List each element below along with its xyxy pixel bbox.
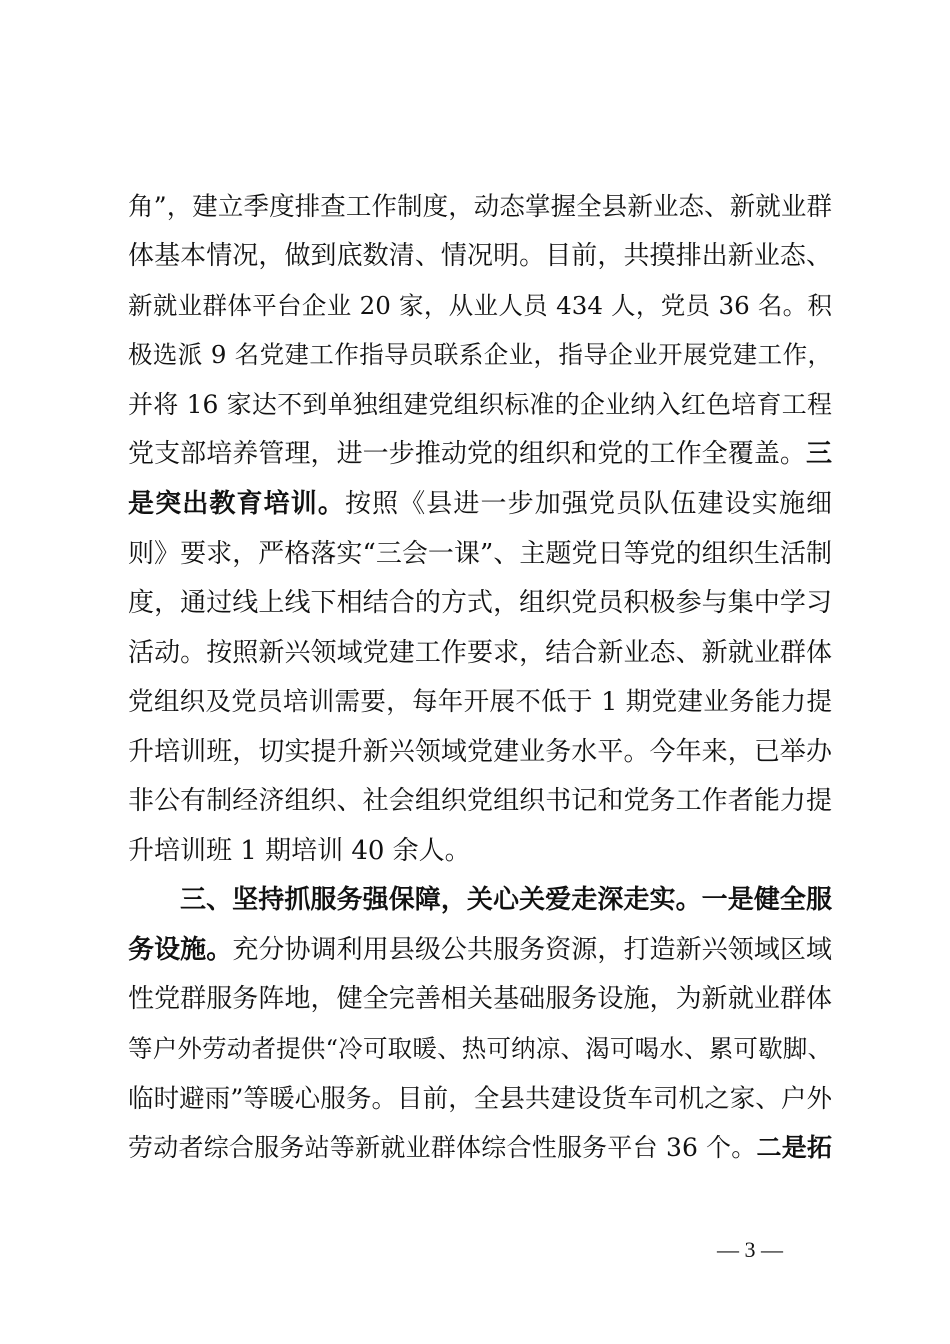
line-17-seg-1: 性党群服务阵地，健全完善相关基础服务设施，为新就业群体 (128, 984, 832, 1014)
line-15-seg-1-bold: 三、坚持抓服务强保障，关心关爱走深走实。一是健全服 (180, 885, 832, 915)
text-line-17 (128, 979, 832, 1019)
line-18-seg-1: 等户外劳动者提供“冷可取暖、热可纳凉、渴可喝水、累可歇脚、 (128, 1034, 832, 1063)
line-14-seg-1: 升培训班 1 期培训 40 余人。 (128, 836, 471, 866)
line-13-seg-1: 非公有制经济组织、社会组织党组织书记和党务工作者能力提 (128, 786, 832, 816)
line-9-seg-1: 度，通过线上线下相结合的方式，组织党员积极参与集中学习 (128, 588, 832, 618)
line-16-seg-1-bold: 务设施。 (128, 935, 233, 965)
text-line-14 (128, 831, 832, 871)
text-line-3 (128, 286, 832, 326)
line-6-seg-2-bold: 三 (805, 439, 832, 469)
line-1-seg-1: 角”，建立季度排查工作制度，动态掌握全县新业态、新就业群 (128, 192, 832, 222)
line-7-seg-1-bold: 是突出教育培训。 (128, 489, 345, 519)
text-line-10 (128, 633, 832, 673)
text-line-18 (128, 1029, 832, 1069)
text-line-7 (128, 484, 832, 524)
line-10-seg-1: 活动。按照新兴领域党建工作要求，结合新业态、新就业群体 (128, 638, 832, 668)
text-line-11 (128, 682, 832, 722)
text-line-2 (128, 236, 832, 276)
line-16-seg-2: 充分协调利用县级公共服务资源，打造新兴领域区域 (232, 935, 832, 965)
line-12-seg-1: 升培训班，切实提升新兴领域党建业务水平。今年来，已举办 (128, 737, 832, 767)
line-11-seg-1: 党组织及党员培训需要，每年开展不低于 1 期党建业务能力提 (128, 687, 832, 717)
text-line-4 (128, 335, 832, 375)
text-line-5 (128, 385, 832, 425)
text-line-20 (128, 1128, 832, 1168)
text-line-16 (128, 930, 832, 970)
line-3-seg-1: 新就业群体平台企业 20 家，从业人员 434 人，党员 36 名。积 (128, 291, 832, 320)
text-line-6 (128, 434, 832, 474)
text-line-12 (128, 732, 832, 772)
line-2-seg-1: 体基本情况，做到底数清、情况明。目前，共摸排出新业态、 (128, 241, 832, 271)
line-8-seg-1: 则》要求，严格落实“三会一课”、主题党日等党的组织生活制 (128, 539, 832, 569)
line-4-seg-1: 极选派 9 名党建工作指导员联系企业，指导企业开展党建工作， (128, 340, 832, 369)
text-line-19 (128, 1079, 832, 1119)
line-6-seg-1: 党支部培养管理，进一步推动党的组织和党的工作全覆盖。 (128, 439, 806, 469)
page-number: — 3 — (717, 1237, 783, 1262)
text-line-13 (128, 781, 832, 821)
text-line-1 (128, 187, 832, 227)
line-19-seg-1: 临时避雨”等暖心服务。目前，全县共建设货车司机之家、户外 (128, 1084, 832, 1114)
line-5-seg-1: 并将 16 家达不到单独组建党组织标准的企业纳入红色培育工程 (128, 390, 832, 419)
line-7-seg-2: 按照《县进一步加强党员队伍建设实施细 (344, 489, 832, 519)
text-line-15-heading (180, 880, 832, 920)
text-line-9 (128, 583, 832, 623)
line-20-seg-2-bold: 二是拓 (756, 1133, 832, 1162)
text-line-8 (128, 534, 832, 574)
line-20-seg-1: 劳动者综合服务站等新就业群体综合性服务平台 36 个。 (128, 1133, 757, 1162)
